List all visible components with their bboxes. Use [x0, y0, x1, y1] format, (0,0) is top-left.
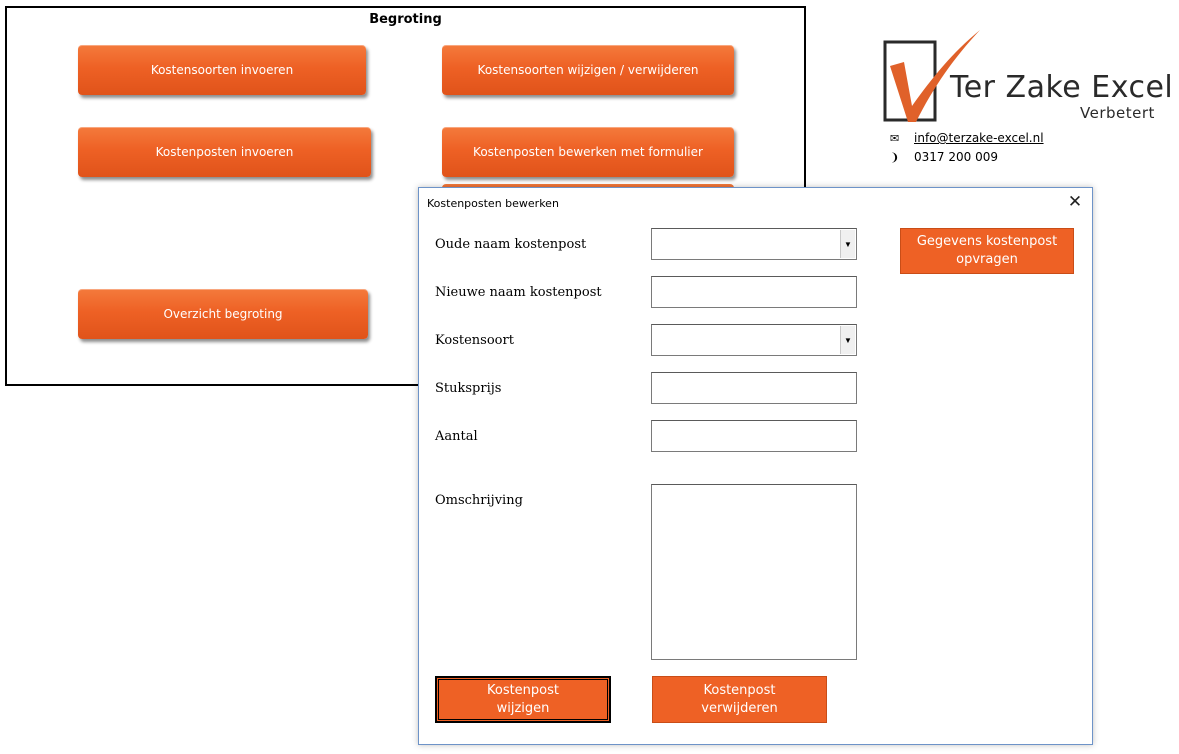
gegevens-opvragen-label-2: opvragen [956, 252, 1018, 267]
email-link[interactable]: info@terzake-excel.nl [914, 131, 1044, 145]
gegevens-opvragen-button[interactable] [900, 228, 1074, 274]
kostenposten-bewerken-dialog [418, 187, 1093, 745]
phone-row [890, 150, 998, 164]
kostenposten-invoeren-button[interactable]: Kostenposten invoeren [78, 127, 371, 177]
kostensoort-label: Kostensoort [435, 333, 514, 348]
kostensoorten-invoeren-button[interactable]: Kostensoorten invoeren [78, 45, 366, 95]
stuksprijs-label: Stuksprijs [435, 381, 502, 396]
dialog-title: Kostenposten bewerken [427, 197, 559, 210]
brand-tagline: Verbetert [1080, 104, 1155, 122]
aantal-input[interactable] [651, 420, 857, 452]
aantal-label: Aantal [435, 429, 478, 444]
wijzigen-label-1: Kostenpost [486, 682, 559, 698]
phone-number: 0317 200 009 [914, 150, 998, 164]
verwijderen-label-1: Kostenpost [703, 682, 776, 698]
stuksprijs-input[interactable] [651, 372, 857, 404]
kostenpost-wijzigen-button[interactable] [435, 676, 611, 723]
oude-naam-label: Oude naam kostenpost [435, 237, 587, 252]
phone-icon: ❩ [890, 150, 900, 164]
kostensoort-combobox[interactable] [651, 324, 857, 356]
overzicht-begroting-button[interactable]: Overzicht begroting [78, 289, 368, 339]
sheet-title: Begroting [369, 12, 442, 27]
email-row [890, 131, 1044, 145]
kostenposten-bewerken-button[interactable]: Kostenposten bewerken met formulier [442, 127, 734, 177]
nieuwe-naam-label: Nieuwe naam kostenpost [435, 285, 602, 300]
kostensoorten-wijzigen-button[interactable]: Kostensoorten wijzigen / verwijderen [442, 45, 734, 95]
kostenpost-verwijderen-button[interactable] [652, 676, 827, 723]
oude-naam-combobox[interactable] [651, 228, 857, 260]
nieuwe-naam-input[interactable] [651, 276, 857, 308]
gegevens-opvragen-label-1: Gegevens kostenpost [916, 234, 1058, 249]
wijzigen-label-2: wijzigen [496, 700, 550, 716]
verwijderen-label-2: verwijderen [701, 700, 778, 716]
brand-name: Ter Zake Excel [950, 70, 1174, 105]
omschrijving-label: Omschrijving [435, 493, 523, 508]
dropdown-arrow-icon[interactable]: ▼ [840, 326, 855, 354]
mail-icon: ✉ [890, 131, 900, 145]
dropdown-arrow-icon[interactable]: ▼ [840, 230, 855, 258]
omschrijving-textarea[interactable] [651, 484, 857, 660]
close-icon[interactable]: ✕ [1067, 192, 1083, 212]
